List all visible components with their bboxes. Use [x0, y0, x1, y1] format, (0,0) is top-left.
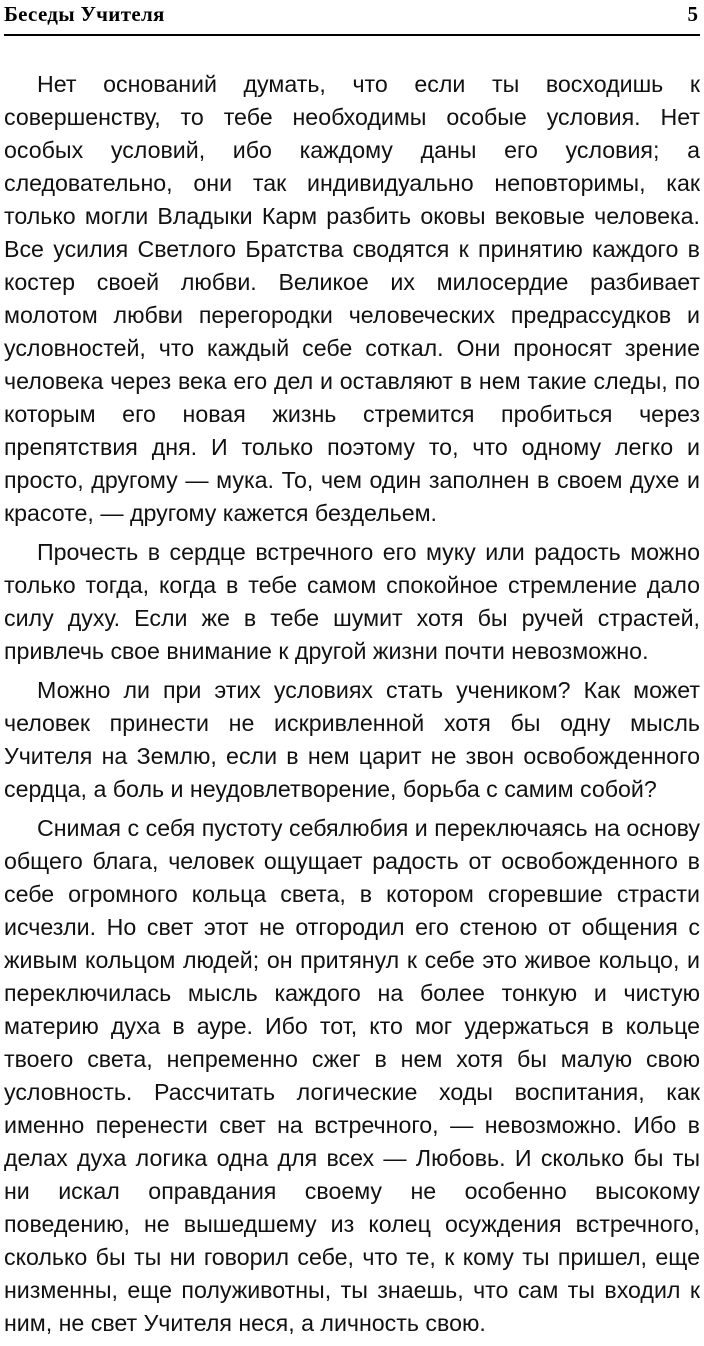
running-header	[4, 0, 700, 36]
paragraph-2: Прочесть в сердце встречного его муку или радость можно только тогда, когда в тебе самом спокойное стремление дало силу духу. Если же в тебе шумит хотя бы ручей страстей, привлечь свое внимание к другой жизни почти невозможно.	[4, 539, 700, 664]
page-number: 5	[687, 2, 698, 26]
page-body	[4, 68, 700, 1346]
paragraph-4: Снимая с себя пустоту себялюбия и переключаясь на основу общего блага, человек ощущает радость от освобожденного в себе огромного кольца света, в котором сгоревшие страсти исчезли. Но свет этот не отгородил его стеною от общения с живым кольцом людей; он притянул к себе это живое кольцо, и переключилась мысль каждого на более тонкую и чистую материю духа в ауре. Ибо тот, кто мог удержаться в кольце твоего света, непременно сжег в нем хотя бы малую свою условность. Рассчитать логические ходы воспитания, как именно перенести свет на встречного, — невозможно. Ибо в делах духа логика одна для всех — Любовь. И сколько бы ты ни искал оправдания своему не особенно высокому поведению, не вышедшему из колец осуждения встречного, сколько бы ты ни говорил себе, что те, к кому ты пришел, еще низменны, еще полуживотны, ты знаешь, что сам ты входил к ним, не свет Учителя неся, а личность свою.	[4, 815, 700, 1336]
paragraph-1: Нет оснований думать, что если ты восходишь к совершенству, то тебе необходимы особые условия. Нет особых условий, ибо каждому даны его условия; а следовательно, они так индивидуально неповторимы, как только могли Владыки Карм разбить оковы вековые человека. Все усилия Светлого Братства сводятся к принятию каждого в костер своей любви. Великое их милосердие разбивает молотом любви перегородки человеческих предрассудков и условностей, что каждый себе соткал. Они проносят зрение человека через века его дел и оставляют в нем такие следы, по которым его новая жизнь стремится пробиться через препятствия дня. И только поэтому то, что одному легко и просто, другому — мука. То, чем один заполнен в своем духе и красоте, — другому кажется бездельем.	[4, 71, 700, 526]
running-title: Беседы Учителя	[4, 2, 165, 26]
paragraph-3: Можно ли при этих условиях стать учеником? Как может человек принести не искривленной хотя бы одну мысль Учителя на Землю, если в нем царит не звон освобожденного сердца, а боль и неудовлетворение, борьба с самим собой?	[4, 677, 700, 802]
